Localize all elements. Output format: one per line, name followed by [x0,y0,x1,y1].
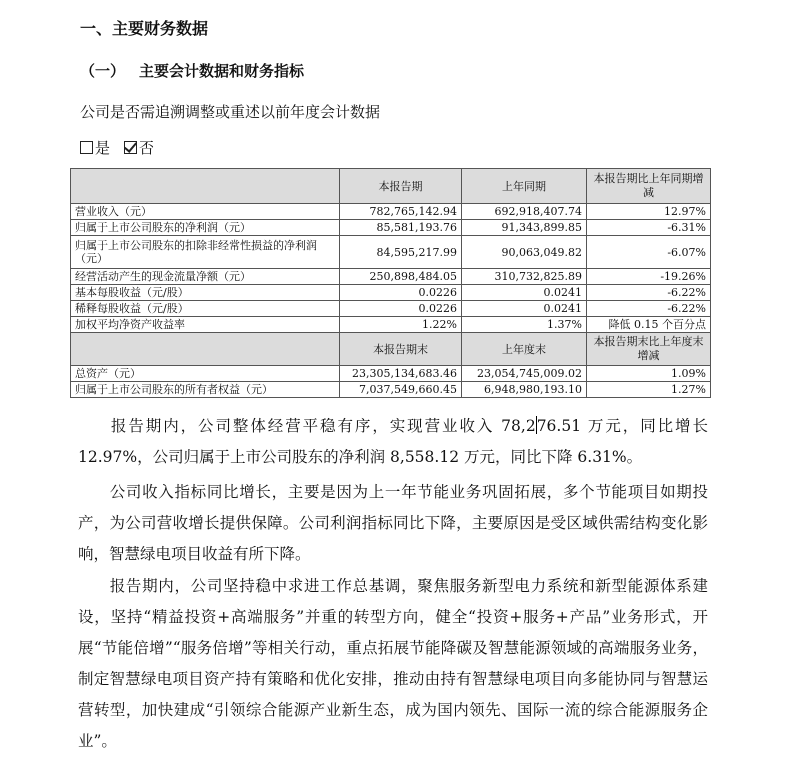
table-cell: 1.22% [340,317,462,333]
table-header-cell: 本报告期末 [340,333,462,366]
table-cell: -6.07% [587,236,711,269]
table-cell: 1.27% [587,382,711,398]
table-row [71,269,711,285]
table-row [71,366,711,382]
paragraph-text: 报告期内，公司整体经营平稳有序，实现营业收入 78,2 [109,417,536,435]
table-row [71,382,711,398]
table-cell: 23,305,134,683.46 [340,366,462,382]
row-label: 归属于上市公司股东的净利润（元） [71,220,340,236]
paragraph-text: 报告期内，公司坚持稳中求进工作总基调，聚焦服务新型电力系统和新型能源体系建设，坚持“精益投资+高端服务”并重的转型方向，健全“投资+服务+产品”业务形式，开展“节能倍增”“服务倍增”等相关行动，重点拓展节能降碳及智慧能源领域的高端服务业务，制定智慧绿电项目资产持有策略和优化安排，推动由持有智慧绿电项目向多能协同与智慧运营转型，加快建成“引领综合能源产业新生态，成为国内领先、国际一流的综合能源服务企业”。 [78,577,708,750]
restatement-options [80,137,154,158]
table-cell: -19.26% [587,269,711,285]
section-heading: 一、主要财务数据 [80,19,209,38]
table-cell: 12.97% [587,204,711,220]
paragraph-strategy [78,571,708,757]
table-row [71,220,711,236]
paragraph-revenue-summary [78,411,708,473]
table-cell: 6,948,980,193.10 [462,382,587,398]
table-cell: 降低 0.15 个百分点 [587,317,711,333]
table-header-cell: 本报告期比上年同期增减 [587,169,711,204]
table-cell: 0.0226 [340,285,462,301]
table-header-cell: 上年度末 [462,333,587,366]
table-cell: 91,343,899.85 [462,220,587,236]
table-row [71,236,711,269]
row-label: 营业收入（元） [71,204,340,220]
table-cell: 1.37% [462,317,587,333]
table-header-row [71,333,711,366]
row-label: 稀释每股收益（元/股） [71,301,340,317]
paragraph-text: 76.51 万元，同比增长 12.97%，公司归属于上市公司股东的净利润 8,558.12 万元，同比下降 6.31%。 [78,417,708,466]
table-cell: 310,732,825.89 [462,269,587,285]
table-cell: 692,918,407.74 [462,204,587,220]
table-cell: 90,063,049.82 [462,236,587,269]
row-label: 总资产（元） [71,366,340,382]
yes-checkbox[interactable] [80,141,93,154]
paragraph-explanation [78,477,708,570]
table-cell: -6.22% [587,285,711,301]
row-label: 经营活动产生的现金流量净额（元） [71,269,340,285]
key-financial-table [70,168,711,398]
restatement-question: 公司是否需追溯调整或重述以前年度会计数据 [80,103,381,121]
table-row [71,317,711,333]
table-cell: 0.0241 [462,285,587,301]
row-label: 加权平均净资产收益率 [71,317,340,333]
subsection-heading [80,60,304,81]
table-header-cell: 本报告期 [340,169,462,204]
table-cell: 0.0226 [340,301,462,317]
row-label: 归属于上市公司股东的所有者权益（元） [71,382,340,398]
table-row [71,285,711,301]
table-header-row [71,169,711,204]
table-header-cell: 上年同期 [462,169,587,204]
table-header-cell [71,169,340,204]
table-cell: 782,765,142.94 [340,204,462,220]
yes-label: 是 [95,139,111,157]
subsection-title: 主要会计数据和财务指标 [139,62,305,80]
table-header-cell: 本报告期末比上年度末增减 [587,333,711,366]
table-cell: -6.22% [587,301,711,317]
table-cell: 1.09% [587,366,711,382]
table-cell: 0.0241 [462,301,587,317]
subsection-number: （一） [80,62,126,80]
paragraph-text: 公司收入指标同比增长，主要是因为上一年节能业务巩固拓展，多个节能项目如期投产，为公司营收增长提供保障。公司利润指标同比下降，主要原因是受区域供需结构变化影响，智慧绿电项目收益有所下降。 [78,483,708,563]
row-label: 基本每股收益（元/股） [71,285,340,301]
table-row [71,301,711,317]
no-checkbox[interactable] [124,141,137,154]
table-cell: -6.31% [587,220,711,236]
table-cell: 250,898,484.05 [340,269,462,285]
table-cell: 84,595,217.99 [340,236,462,269]
table-cell: 7,037,549,660.45 [340,382,462,398]
table-header-cell [71,333,340,366]
table-cell: 85,581,193.76 [340,220,462,236]
no-label: 否 [139,139,155,157]
table-row [71,204,711,220]
table-cell: 23,054,745,009.02 [462,366,587,382]
row-label: 归属于上市公司股东的扣除非经常性损益的净利润（元） [71,236,340,269]
